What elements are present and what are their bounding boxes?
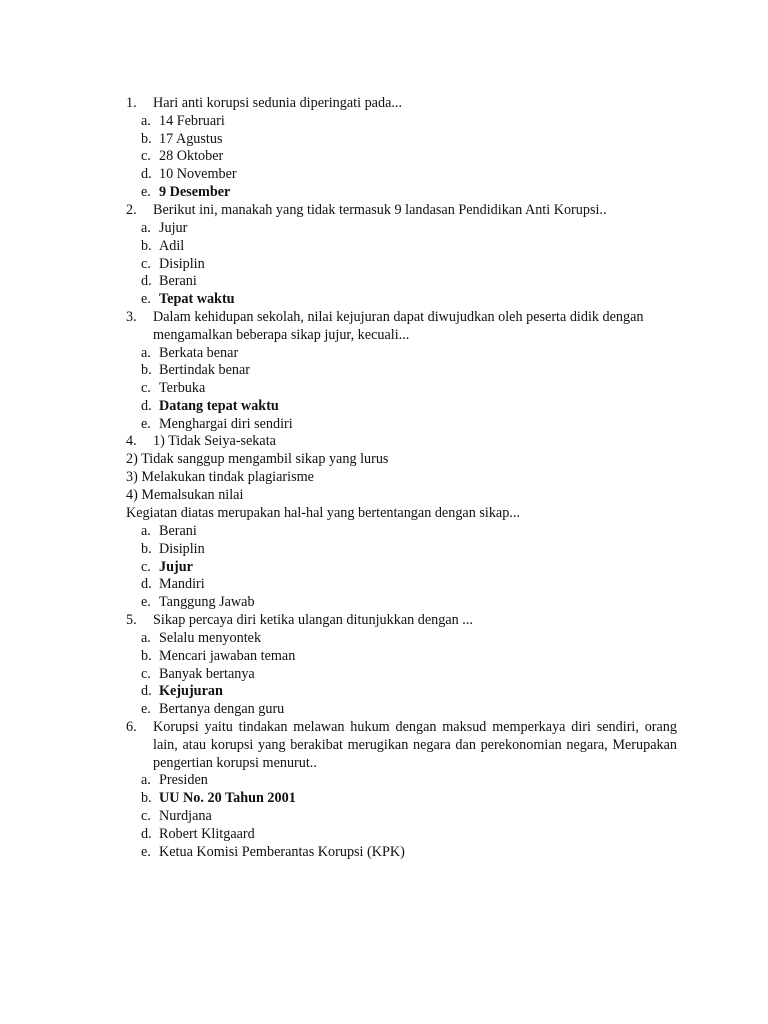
question-3-number: 3. [126, 309, 137, 325]
question-5-option-e-letter: e. [141, 701, 151, 717]
question-6-option-a: Presiden [159, 772, 208, 788]
question-4-item-4: 4) Memalsukan nilai [126, 487, 244, 503]
question-2-option-c-letter: c. [141, 256, 151, 272]
question-3-option-b-letter: b. [141, 362, 152, 378]
question-6-option-d-letter: d. [141, 826, 152, 842]
question-5-option-b-letter: b. [141, 648, 152, 664]
question-4-text: Kegiatan diatas merupakan hal-hal yang bertentangan dengan sikap... [126, 505, 520, 521]
question-1-option-d: 10 November [159, 166, 237, 182]
question-6-option-a-letter: a. [141, 772, 151, 788]
question-1-option-c-letter: c. [141, 148, 151, 164]
question-1-text: Hari anti korupsi sedunia diperingati pada... [153, 95, 403, 111]
question-1-option-e-answer: 9 Desember [159, 184, 231, 200]
question-6-option-e: Ketua Komisi Pemberantas Korupsi (KPK) [159, 844, 405, 860]
question-4-option-a: Berani [159, 523, 197, 539]
question-4-item-3: 3) Melakukan tindak plagiarisme [126, 469, 314, 485]
question-2-option-d: Berani [159, 273, 197, 289]
question-6-option-b-answer: UU No. 20 Tahun 2001 [159, 790, 296, 806]
question-2-option-d-letter: d. [141, 273, 152, 289]
question-5-option-c: Banyak bertanya [159, 666, 255, 682]
question-4-number: 4. [126, 433, 137, 449]
question-6-option-b-letter: b. [141, 790, 152, 806]
question-5-option-a-letter: a. [141, 630, 151, 646]
question-6-option-c-letter: c. [141, 808, 151, 824]
question-2-number: 2. [126, 202, 137, 218]
question-3-option-d-answer: Datang tepat waktu [159, 398, 279, 414]
question-6-number: 6. [126, 719, 137, 735]
question-6-text: Korupsi yaitu tindakan melawan hukum dengan maksud memperkaya diri sendiri, orang lain, atau korupsi yang berakibat merugikan negara dan perekonomian negara, Merupakan pengertian korupsi menurut.. [153, 719, 677, 771]
question-4-option-c-answer: Jujur [159, 559, 193, 575]
question-4-option-b: Disiplin [159, 541, 205, 557]
question-1-option-b: 17 Agustus [159, 131, 223, 147]
question-3-option-d-letter: d. [141, 398, 152, 414]
question-3-option-c: Terbuka [159, 380, 206, 396]
question-3-option-e-letter: e. [141, 416, 151, 432]
question-1-option-b-letter: b. [141, 131, 152, 147]
question-5-option-c-letter: c. [141, 666, 151, 682]
question-4-option-e: Tanggung Jawab [159, 594, 255, 610]
question-1-option-c: 28 Oktober [159, 148, 224, 164]
question-3-text-line-1: Dalam kehidupan sekolah, nilai kejujuran dapat diwujudkan oleh peserta didik dengan [153, 309, 644, 325]
question-4-option-d-letter: d. [141, 576, 152, 592]
question-2-option-e-letter: e. [141, 291, 151, 307]
question-4-item-2: 2) Tidak sanggup mengambil sikap yang lurus [126, 451, 389, 467]
question-5-text: Sikap percaya diri ketika ulangan ditunjukkan dengan ... [153, 612, 473, 628]
question-3-option-c-letter: c. [141, 380, 151, 396]
question-2-option-e-answer: Tepat waktu [159, 291, 235, 307]
question-3-text-line-2: mengamalkan beberapa sikap jujur, kecuali... [153, 327, 410, 343]
question-4-item-1: 1) Tidak Seiya-sekata [153, 433, 276, 449]
question-1-option-a: 14 Februari [159, 113, 225, 129]
question-5-option-b: Mencari jawaban teman [159, 648, 296, 664]
question-2-text: Berikut ini, manakah yang tidak termasuk 9 landasan Pendidikan Anti Korupsi.. [153, 202, 607, 218]
question-4-option-a-letter: a. [141, 523, 151, 539]
question-5-option-a: Selalu menyontek [159, 630, 262, 646]
question-5-number: 5. [126, 612, 137, 628]
question-4-option-d: Mandiri [159, 576, 205, 592]
question-2-option-a: Jujur [159, 220, 188, 236]
question-3-option-a-letter: a. [141, 345, 151, 361]
question-2-option-c: Disiplin [159, 256, 205, 272]
question-2-option-b-letter: b. [141, 238, 152, 254]
question-3-option-b: Bertindak benar [159, 362, 250, 378]
question-5-option-d-answer: Kejujuran [159, 683, 223, 699]
question-4-option-c-letter: c. [141, 559, 151, 575]
question-1-number: 1. [126, 95, 137, 111]
question-3-option-e: Menghargai diri sendiri [159, 416, 293, 432]
question-2-option-b: Adil [159, 238, 185, 254]
question-6-option-e-letter: e. [141, 844, 151, 860]
question-4-option-e-letter: e. [141, 594, 151, 610]
question-6-option-c: Nurdjana [159, 808, 212, 824]
question-1-option-e-letter: e. [141, 184, 151, 200]
question-1-option-d-letter: d. [141, 166, 152, 182]
question-5-option-d-letter: d. [141, 683, 152, 699]
question-6-option-d: Robert Klitgaard [159, 826, 255, 842]
question-3-option-a: Berkata benar [159, 345, 239, 361]
question-5-option-e: Bertanya dengan guru [159, 701, 285, 717]
question-2-option-a-letter: a. [141, 220, 151, 236]
question-1-option-a-letter: a. [141, 113, 151, 129]
question-4-option-b-letter: b. [141, 541, 152, 557]
